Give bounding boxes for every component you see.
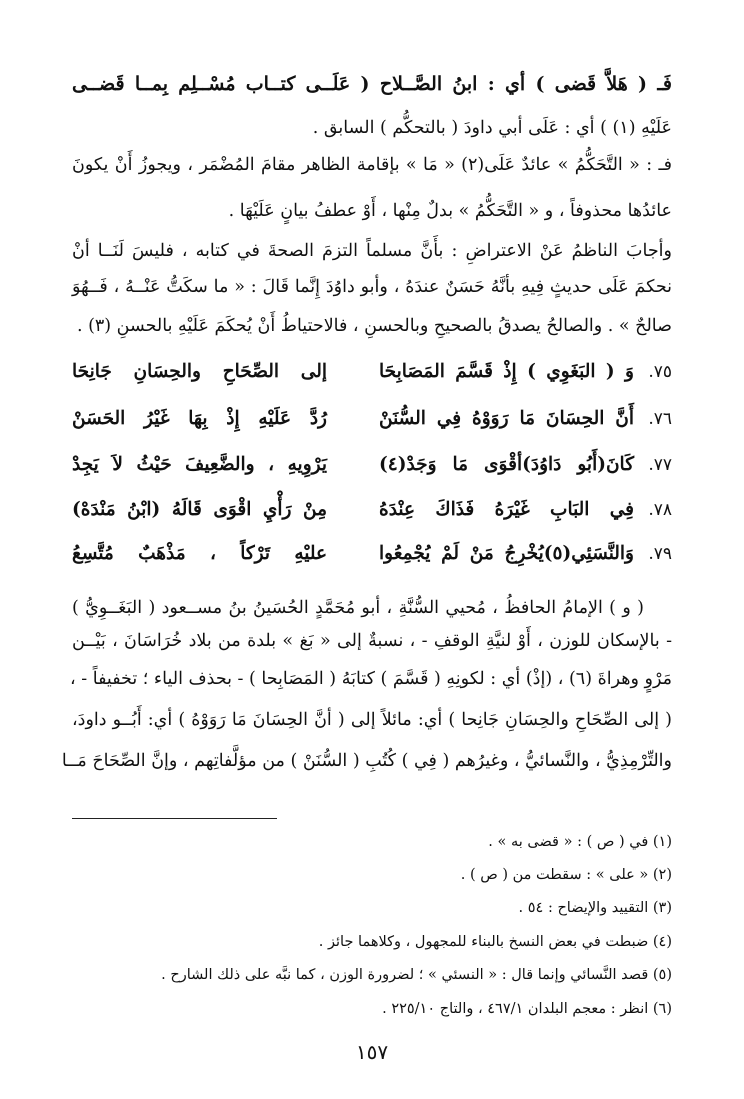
verse-number: ٧٨. [648, 500, 672, 520]
page-number: ١٥٧ [355, 1040, 389, 1064]
paragraph1-line2: عَلَيْهِ (١) ) أي : عَلَى أبي داودَ ( بالتحكُّم ) السابق . [312, 118, 672, 138]
paragraph4-line2: - بالإسكان للوزن ، أَوْ لنيَّةِ الوقفِ - ، نسبةٌ إلى « بَغ » بلدة من بلاد خُرَاسَانَ ، بَيْــن [72, 631, 672, 651]
verse-second-hemistich: عليْهِ تَرْكاً ، مَذْهَبٌ مُتَّسِعُ [72, 543, 327, 564]
footnote: (١) في ( ص ) : « قضى به » . [488, 834, 672, 850]
footnote-separator [72, 818, 277, 819]
paragraph3-line2: نحكمَ عَلَى حديثٍ فِيهِ بأنَّهُ حَسَنٌ عندَهُ ، وأبو داوُدَ إِنَّما قَالَ : « ما سكَتُّ عَنْــهُ ، فَــهُوَ [72, 277, 672, 297]
paragraph4-line4: ( إلى الصِّحَاحِ والحِسَانِ جَانِحا ) أي: مائلاً إلى ( أنَّ الحِسَانَ مَا رَوَوْهُ ) أي: أَبُــو داودَ، [72, 710, 672, 730]
paragraph2-line2: عائدُها محذوفاً ، و « التَّحَكُّمُ » بدلٌ مِنْها ، أَوْ عطفُ بيانٍ عَلَيْهَا . [228, 201, 672, 221]
verse-number: ٧٧. [648, 455, 672, 475]
paragraph3-line3: صالحٌ » . والصالحُ يصدقُ بالصحيحِ وبالحسنِ ، فالاحتياطُ أَنْ يُحكَمَ عَلَيْهِ بالحسنِ (٣) . [76, 316, 672, 336]
verse-number: ٧٩. [648, 544, 672, 564]
paragraph2-line1: فـ : « التَّحَكُّمُ » عائدٌ عَلَى(٢) « مَا » بإقامة الظاهر مقامَ المُضْمَر ، ويجوزُ أَنْ يكونَ [72, 155, 672, 175]
footnote: (٤) ضبطت في بعض النسخ بالبناء للمجهول ، وكلاهما جائز . [318, 934, 672, 950]
verse-first-hemistich: وَالنَّسَئِي(٥)يُخْرِجُ مَنْ لَمْ يُجْمِعُوا [379, 543, 634, 564]
verse-first-hemistich: أَنَّ الحِسَانَ مَا رَوَوْهُ فِي السُّنَنْ [379, 408, 634, 429]
paragraph3-line1: وأجابَ الناظمُ عَنْ الاعتراضِ : بأَنَّ مسلماً التزمَ الصحةَ في كتابه ، فليسَ لَنَــا أنْ [72, 241, 672, 261]
verse-first-hemistich: وَ ( البَغَوِي ) إِذْ قَسَّمَ المَصَابِحَا [379, 361, 634, 382]
verse-first-hemistich: كَانَ(أَبُو دَاوُدَ)أقْوَى مَا وَجَدْ(٤) [379, 454, 634, 475]
verse-second-hemistich: يَرْوِيهِ ، والضَّعِيفَ حَيْثُ لاَ يَجِدْ [72, 454, 327, 475]
paragraph4-line1: ( و ) الإمامُ الحافظُ ، مُحيي السُّنَّةِ ، أبو مُحَمَّدٍ الحُسَينُ بنُ مســعود ( البَغَــوِيُّ ) [72, 598, 644, 618]
footnote: (٦) انظر : معجم البلدان ٤٦٧/١ ، والتاج ٢٢٥/١٠ . [382, 1001, 672, 1017]
footnote: (٥) قصد النَّسائي وإنما قال : « النسئي » ؛ لضرورة الوزن ، كما نبَّه على ذلك الشارح . [161, 967, 672, 983]
verse-first-hemistich: فِي البَابِ غَيْرَهُ فَذَاكَ عِنْدَهُ [379, 499, 634, 520]
verse-number: ٧٥. [648, 362, 672, 382]
footnote: (٢) « على » : سقطت من ( ص ) . [460, 867, 672, 883]
paragraph1-line1: فَـ ( هَلاَّ قَضى ) أي : ابنُ الصَّــلاح ( عَلَــى كتــاب مُسْــلِم بِمــا قَضــى [72, 73, 672, 95]
verse-second-hemistich: إلى الصِّحَاحِ والحِسَانِ جَانِحَا [72, 361, 327, 382]
verse-second-hemistich: مِنْ رَأْيِ اقْوَى قَالَهُ (ابْنُ مَنْدَهْ) [72, 499, 327, 520]
paragraph4-line5: والتِّرْمِذِيُّ ، والنَّسائيُّ ، وغيرُهم ( فِي ) كُتُبِ ( السُّنَنْ ) من مؤلَّفاتِهم ، وإنَّ الصِّحَاحَ مَــا [61, 751, 672, 771]
verse-number: ٧٦. [648, 409, 672, 429]
paragraph4-line3: مَرْوٍ وهراةَ (٦) ، (إذْ) أي : لكونِهِ ( قَسَّمَ ) كتابَهُ ( المَصَابِحا ) - بحذف الياء ؛ تخفيفاً - ، [70, 669, 672, 689]
footnote: (٣) التقييد والإيضاح : ٥٤ . [518, 900, 672, 916]
verse-second-hemistich: رُدَّ عَلَيْهِ إِذْ بِهَا غَيْرُ الحَسَنْ [72, 408, 327, 429]
